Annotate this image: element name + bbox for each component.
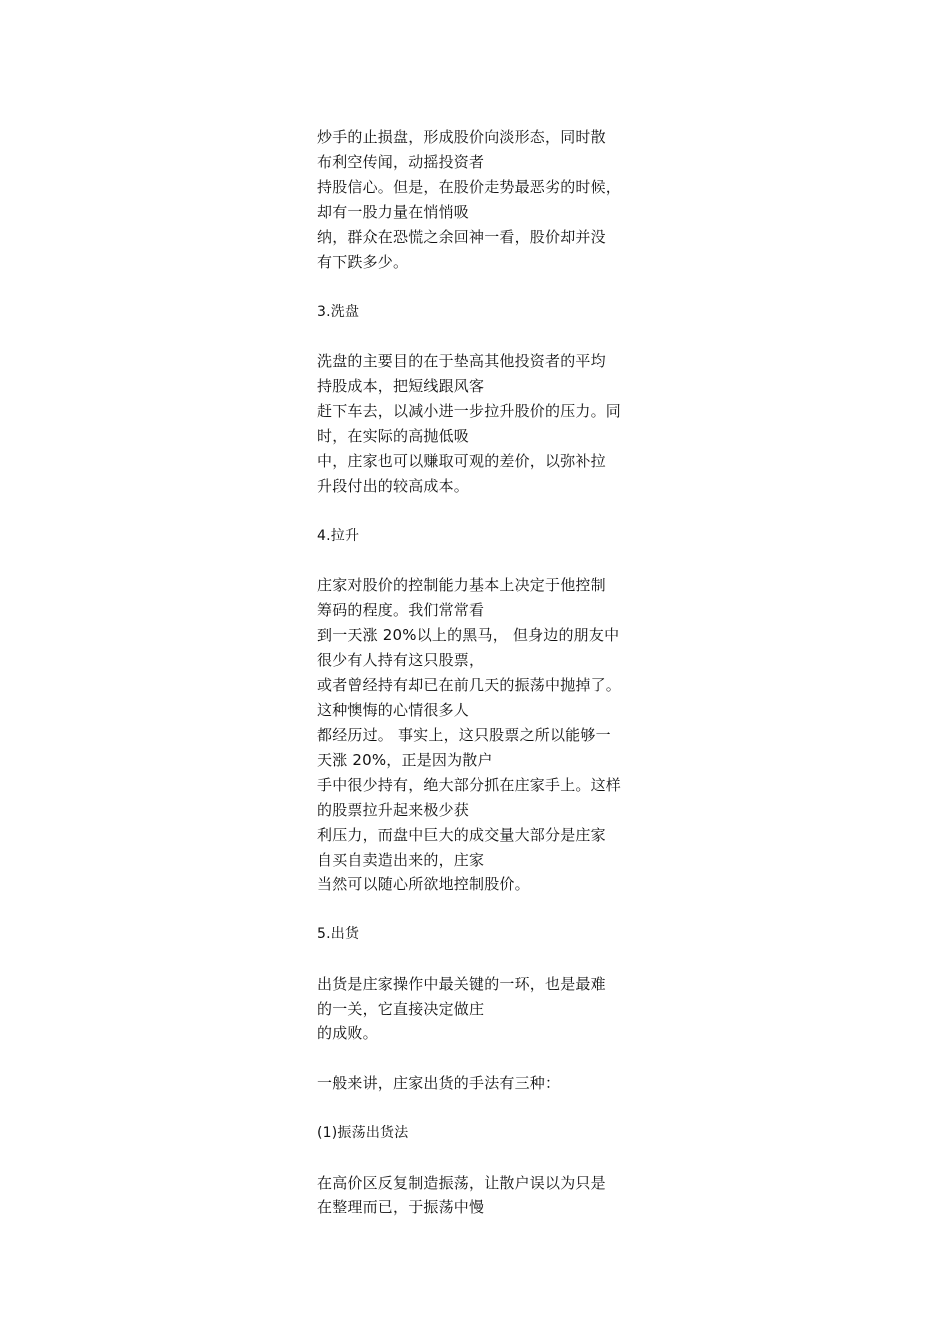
text-line: 或者曾经持有却已在前几天的振荡中抛掉了。 [317,676,622,694]
text-line: 自买自卖造出来的，庄家 [317,851,485,869]
section-heading: 3.洗盘 [317,304,360,320]
text-line: 中，庄家也可以赚取可观的差价，以弥补拉 [317,452,606,470]
text-line: 手中很少持有，绝大部分抓在庄家手上。这样 [317,776,622,794]
text-line: 纳，群众在恐慌之余回神一看，股价却并没 [317,228,606,246]
text-line: 的一关，它直接决定做庄 [317,1000,485,1018]
text-line: 洗盘的主要目的在于垫高其他投资者的平均 [317,352,606,370]
text-line: 布利空传闻，动摇投资者 [317,153,485,171]
text-line: 有下跌多少。 [317,253,409,271]
text-line: 都经历过。 事实上，这只股票之所以能够一 [317,726,611,744]
text-line: 持股成本，把短线跟风客 [317,377,485,395]
text-line: 的股票拉升起来极少获 [317,801,470,819]
text-line: 时，在实际的高抛低吸 [317,427,470,445]
text-line: 却有一股力量在悄悄吸 [317,203,470,221]
text-line: 庄家对股价的控制能力基本上决定于他控制 [317,576,606,594]
text-line: 天涨 20%，正是因为散户 [317,751,493,769]
section-heading: 4.拉升 [317,528,360,544]
text-line: 升段付出的较高成本。 [317,477,470,495]
text-line: 筹码的程度。我们常常看 [317,601,485,619]
text-line: 在整理而已，于振荡中慢 [317,1198,485,1216]
text-line: 持股信心。但是，在股价走势最恶劣的时候， [317,178,622,196]
text-line: 利压力，而盘中巨大的成交量大部分是庄家 [317,826,606,844]
text-line: 赶下车去，以减小进一步拉升股价的压力。同 [317,402,622,420]
text-line: 的成败。 [317,1024,378,1042]
text-line: 炒手的止损盘，形成股价向淡形态，同时散 [317,128,606,146]
text-line: 一般来讲，庄家出货的手法有三种： [317,1074,561,1092]
text-line: 这种懊悔的心情很多人 [317,701,470,719]
text-line: 在高价区反复制造振荡，让散户误以为只是 [317,1174,606,1192]
subsection-heading: (1)振荡出货法 [317,1125,409,1141]
text-line: 到一天涨 20%以上的黑马， 但身边的朋友中 [317,626,620,644]
text-line: 很少有人持有这只股票， [317,651,485,669]
section-heading: 5.出货 [317,926,360,942]
text-line: 当然可以随心所欲地控制股价。 [317,875,530,893]
text-line: 出货是庄家操作中最关键的一环，也是最难 [317,975,606,993]
